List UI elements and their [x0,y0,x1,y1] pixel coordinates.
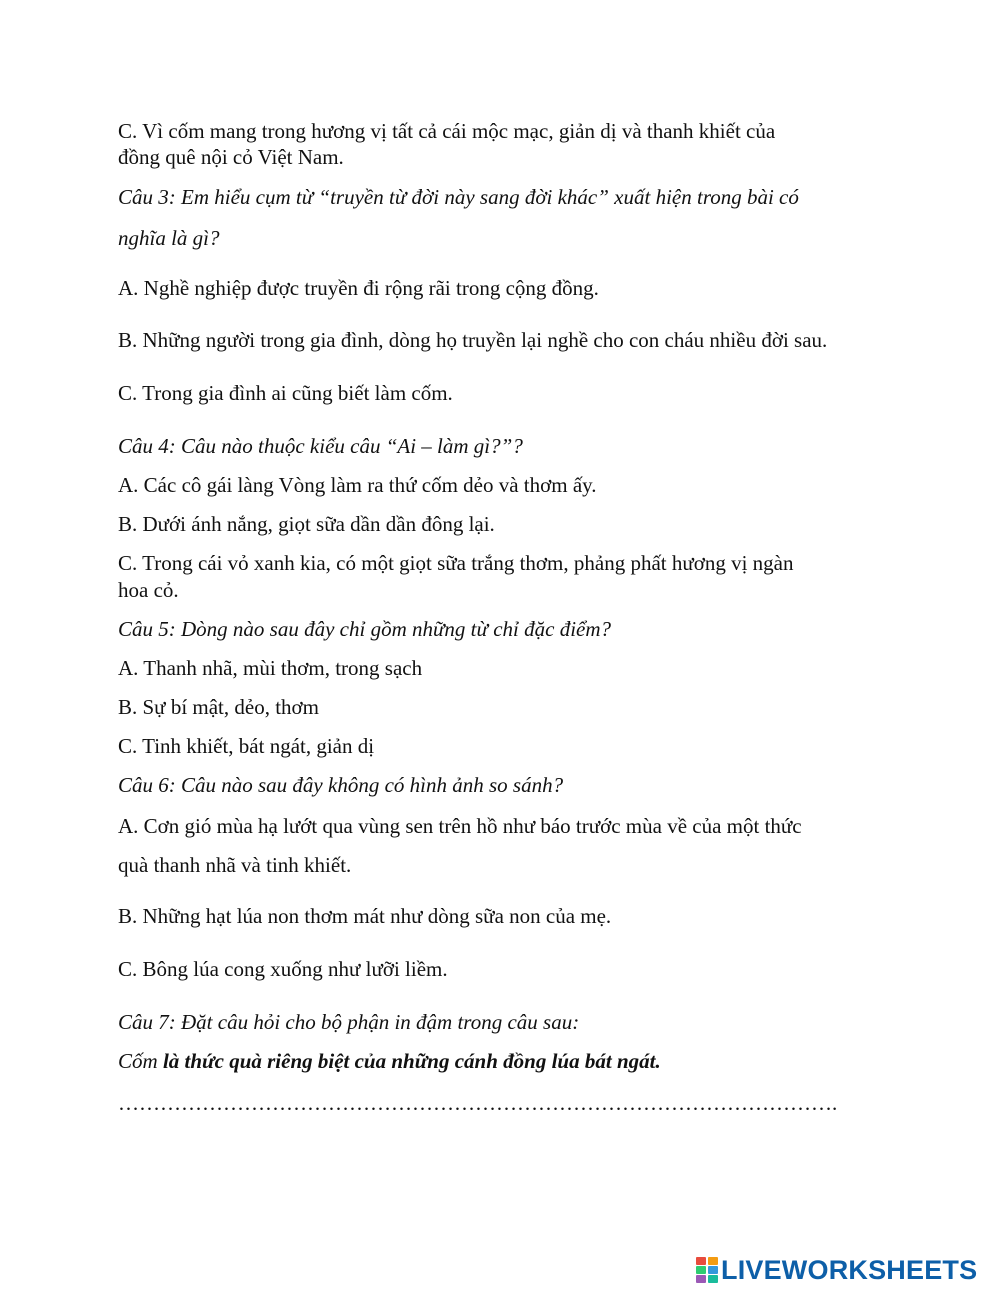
option-6b: B. Những hạt lúa non thơm mát như dòng sữa non của mẹ. [118,904,612,928]
option-4c-line-2: hoa cỏ. [118,578,179,602]
option-3b: B. Những người trong gia đình, dòng họ truyền lại nghề cho con cháu nhiều đời sau. [118,328,828,352]
question-3-line-2: nghĩa là gì? [118,226,220,250]
question-7-sentence [118,1049,888,1073]
liveworksheets-logo-icon [696,1257,718,1283]
option-5c: C. Tinh khiết, bát ngát, giản dị [118,734,375,758]
sentence-bold-part: là thức quà riêng biệt của những cánh đồng lúa bát ngát. [162,1049,661,1073]
liveworksheets-logo [696,1253,977,1287]
question-7: Câu 7: Đặt câu hỏi cho bộ phận in đậm trong câu sau: [118,1010,580,1034]
option-3a: A. Nghề nghiệp được truyền đi rộng rãi trong cộng đồng. [118,276,599,300]
question-3-line-1: Câu 3: Em hiểu cụm từ “truyền từ đời này sang đời khác” xuất hiện trong bài có [118,185,799,209]
sentence-subject: Cốm [118,1049,158,1073]
option-5a: A. Thanh nhã, mùi thơm, trong sạch [118,656,423,680]
option-5b: B. Sự bí mật, dẻo, thơm [118,695,319,719]
option-2c-line-2: đồng quê nội cỏ Việt Nam. [118,145,344,169]
option-6a-line-1: A. Cơn gió mùa hạ lướt qua vùng sen trên hồ như báo trước mùa về của một thức [118,814,802,838]
option-4a: A. Các cô gái làng Vòng làm ra thứ cốm dẻo và thơm ấy. [118,473,597,497]
option-4c-line-1: C. Trong cái vỏ xanh kia, có một giọt sữa trắng thơm, phảng phất hương vị ngàn [118,551,794,575]
logo-text: LIVEWORKSHEETS [721,1254,978,1285]
question-4: Câu 4: Câu nào thuộc kiểu câu “Ai – làm gì?”? [118,434,523,458]
answer-input-line[interactable]: …………………………………………………………………………………………. [118,1091,838,1115]
option-6a-line-2: quà thanh nhã và tinh khiết. [118,853,352,877]
option-2c-line-1: C. Vì cốm mang trong hương vị tất cả cái mộc mạc, giản dị và thanh khiết của [118,119,776,143]
option-4b: B. Dưới ánh nắng, giọt sữa dần dần đông lại. [118,512,495,536]
option-6c: C. Bông lúa cong xuống như lưỡi liềm. [118,957,448,981]
option-3c: C. Trong gia đình ai cũng biết làm cốm. [118,381,453,405]
question-5: Câu 5: Dòng nào sau đây chỉ gồm những từ chỉ đặc điểm? [118,617,612,641]
question-6: Câu 6: Câu nào sau đây không có hình ảnh so sánh? [118,773,564,797]
